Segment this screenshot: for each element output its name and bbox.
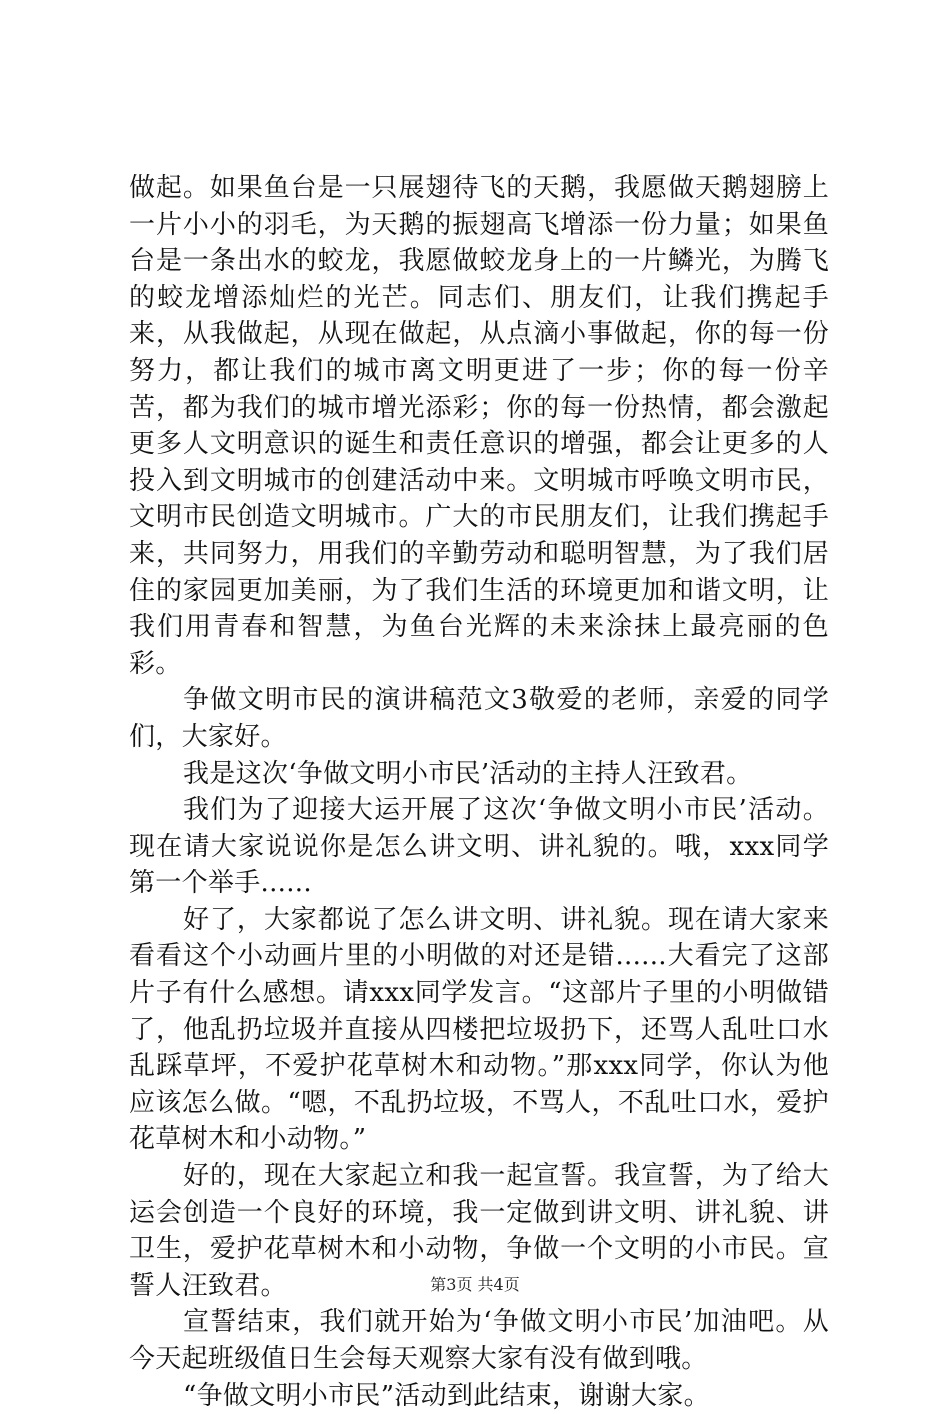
paragraph-7: 宣誓结束，我们就开始为‘争做文明小市民’加油吧。从今天起班级值日生会每天观察大家有没有做到哦。	[129, 1307, 829, 1374]
paragraph-6: 好的，现在大家起立和我一起宣誓。我宣誓，为了给大运会创造一个良好的环境，我一定做到讲文明、讲礼貌、讲卫生，爱护花草树木和小动物，争做一个文明的小市民。宣誓人汪致君。	[129, 1161, 829, 1301]
paragraph-8: “争做文明小市民”活动到此结束，谢谢大家。	[183, 1380, 710, 1411]
paragraph-3: 我是这次‘争做文明小市民’活动的主持人汪致君。	[183, 758, 753, 789]
paragraph-1: 做起。如果鱼台是一只展翅待飞的天鹅，我愿做天鹅翅膀上一片小小的羽毛，为天鹅的振翅高飞增添一份力量；如果鱼台是一条出水的蛟龙，我愿做蛟龙身上的一片鳞光，为腾飞的蛟龙增添灿烂的光芒。同志们、朋友们，让我们携起手来，从我做起，从现在做起，从点滴小事做起，你的每一份努力，都让我们的城市离文明更进了一步；你的每一份辛苦，都为我们的城市增光添彩；你的每一份热情，都会激起更多人文明意识的诞生和责任意识的增强，都会让更多的人投入到文明城市的创建活动中来。文明城市呼唤文明市民，文明市民创造文明城市。广大的市民朋友们，让我们携起手来，共同努力，用我们的辛勤劳动和聪明智慧，为了我们居住的家园更加美丽，为了我们生活的环境更加和谐文明，让我们用青春和智慧，为鱼台光辉的未来涂抹上最亮丽的色彩。	[129, 173, 829, 679]
paragraph-2: 争做文明市民的演讲稿范文3敬爱的老师，亲爱的同学们，大家好。	[129, 685, 829, 752]
paragraph-4: 我们为了迎接大运开展了这次‘争做文明小市民’活动。现在请大家说说你是怎么讲文明、讲礼貌的。哦，xxx同学第一个举手......	[129, 795, 829, 899]
document-body	[129, 170, 829, 1414]
paragraph-5: 好了，大家都说了怎么讲文明、讲礼貌。现在请大家来看看这个小动画片里的小明做的对还是错......大看完了这部片子有什么感想。请xxx同学发言。“这部片子里的小明做错了，他乱扔垃圾并直接从四楼把垃圾扔下，还骂人乱吐口水乱踩草坪，不爱护花草树木和动物。”那xxx同学，你认为他应该怎么做。“嗯，不乱扔垃圾，不骂人，不乱吐口水，爱护花草树木和小动物。”	[129, 904, 829, 1155]
page-footer: 第3页 共4页	[430, 1275, 520, 1294]
